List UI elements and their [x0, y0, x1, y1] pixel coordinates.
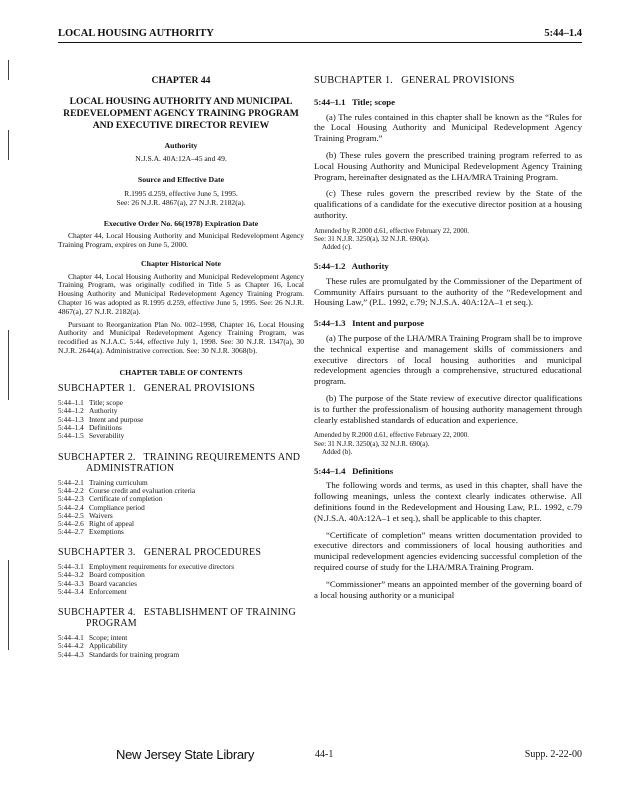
- eo-heading: Executive Order No. 66(1978) Expiration Date: [103, 218, 259, 228]
- toc-subchapter-4-line: PROGRAM: [86, 618, 137, 630]
- library-stamp: New Jersey State Library: [116, 747, 255, 762]
- toc-entry-number: 5:44–1.3: [58, 414, 84, 424]
- amendment-line: Added (b).: [322, 447, 353, 456]
- toc-entry-title: Employment requirements for executive directors: [89, 561, 235, 571]
- toc-entry-title: Board vacancies: [89, 578, 138, 588]
- history-paragraph: Pursuant to Reorganization Plan No. 002–1998, Chapter 16, Local Housing Authority and Municipal Redevelopment Agency Training Program, was recodified as N.J.A.C. 5:44, effective July 1, 1998. See: 30 N.J.R. 1347(a), 30 N.J.R. 2644(a). Administrative correction. See: 30 N.J.R. 3068(b).: [58, 319, 304, 355]
- toc-list-4: [58, 634, 179, 659]
- amendment-line: See: 31 N.J.R. 3250(a), 32 N.J.R. 690(a).: [314, 439, 430, 448]
- source-heading: Source and Effective Date: [137, 175, 225, 185]
- toc-entry-number: 5:44–4.1: [58, 633, 84, 643]
- running-header: [58, 26, 582, 43]
- toc-list-1: [58, 399, 143, 440]
- toc-entry-title: Course credit and evaluation criteria: [89, 485, 196, 495]
- subchapter-heading: SUBCHAPTER 1. GENERAL PROVISIONS: [314, 75, 515, 86]
- toc-entry: [58, 563, 234, 571]
- toc-entry-title: Definitions: [89, 423, 122, 433]
- chapter-number: CHAPTER 44: [151, 75, 211, 86]
- toc-entry-title: Applicability: [89, 641, 128, 651]
- toc-entry-title: Scope; intent: [89, 633, 128, 643]
- section-heading: 5:44–1.2 Authority: [314, 261, 389, 272]
- toc-entry-title: Authority: [89, 406, 118, 416]
- toc-entry-title: Compliance period: [89, 502, 145, 512]
- toc-entry-title: Right of appeal: [89, 519, 134, 529]
- toc-entry-number: 5:44–2.5: [58, 510, 84, 520]
- section-paragraph: “Commissioner” means an appointed member of the governing board of a local housing authority or a municipal: [314, 578, 582, 600]
- toc-entry-number: 5:44–2.2: [58, 485, 84, 495]
- header-section: 5:44–1.4: [544, 28, 582, 39]
- margin-mark: [8, 130, 9, 160]
- toc-entry-number: 5:44–1.1: [58, 398, 84, 408]
- margin-mark: [8, 560, 9, 650]
- toc-entry-title: Board composition: [89, 570, 145, 580]
- toc-entry-number: 5:44–3.2: [58, 570, 84, 580]
- history-heading: Chapter Historical Note: [141, 259, 221, 269]
- toc-entry-number: 5:44–2.1: [58, 477, 84, 487]
- toc-entry: [58, 580, 234, 588]
- toc-entry: [58, 528, 195, 536]
- toc-entry-number: 5:44–2.7: [58, 527, 84, 537]
- amendment-line: Added (c).: [322, 242, 352, 251]
- section-heading: 5:44–1.1 Title; scope: [314, 96, 396, 107]
- toc-entry-number: 5:44–2.4: [58, 502, 84, 512]
- toc-entry-number: 5:44–3.3: [58, 578, 84, 588]
- toc-list-2: [58, 479, 195, 537]
- toc-entry-number: 5:44–1.2: [58, 406, 84, 416]
- source-line: R.1995 d.259, effective June 5, 1995.: [124, 188, 238, 198]
- toc-entry-number: 5:44–4.3: [58, 649, 84, 659]
- source-line: See: 26 N.J.R. 4867(a), 27 N.J.R. 2182(a).: [116, 197, 246, 207]
- toc-entry-number: 5:44–4.2: [58, 641, 84, 651]
- toc-entry: [58, 651, 179, 659]
- authority-heading: Authority: [164, 141, 198, 151]
- toc-entry-number: 5:44–2.6: [58, 519, 84, 529]
- toc-entry-number: 5:44–1.5: [58, 431, 84, 441]
- header-title: LOCAL HOUSING AUTHORITY: [58, 28, 214, 39]
- toc-entry-title: Training curriculum: [89, 477, 148, 487]
- toc-subchapter-2-line: SUBCHAPTER 2. TRAINING REQUIREMENTS AND: [58, 451, 301, 463]
- authority-text: N.J.S.A. 40A:12A–45 and 49.: [135, 154, 227, 164]
- toc-entry-title: Enforcement: [89, 586, 127, 596]
- section-paragraph: “Certificate of completion” means written documentation provided to executive directors and commissioners of local housing authorities and municipal redevelopment agencies evidencing successful completion of the required course of study for the LHA/MRA Training Program.: [314, 529, 582, 573]
- toc-entry-number: 5:44–3.4: [58, 586, 84, 596]
- history-paragraph: Chapter 44, Local Housing Authority and Municipal Redevelopment Agency Training Program, was originally codified in Title 5 as Chapter 16, Local Housing Authority and Municipal Redevelopment Agency Training Program. Chapter 16 was adopted as R.1995 d.259, effective June 5, 1995. See: 26 N.J.R. 4867(a), 27 N.J.R. 2182(a).: [58, 271, 304, 316]
- amendment-line: Amended by R.2000 d.61, effective February 22, 2000.: [314, 226, 470, 235]
- section-paragraph: These rules are promulgated by the Commissioner of the Department of Community Affairs pursuant to the authority of the “Redevelopment and Housing Law,” (P.L. 1992, c.79; N.J.S.A. 40A:12A–1 et seq.).: [314, 275, 582, 308]
- right-column: [314, 72, 582, 600]
- section-paragraph: (a) The rules contained in this chapter shall be known as the “Rules for the Local Housing Authority and Municipal Redevelopment Agency Training Program.”: [314, 111, 582, 144]
- toc-entry-title: Intent and purpose: [89, 414, 144, 424]
- toc-heading: CHAPTER TABLE OF CONTENTS: [119, 367, 243, 377]
- supplement-date: Supp. 2-22-00: [524, 749, 582, 760]
- section-paragraph: (b) The purpose of the State review of executive director qualifications is to further the professionalism of housing authority management through clearly established standards of education and experience.: [314, 393, 582, 425]
- toc-entry-title: Exemptions: [89, 527, 124, 537]
- amendment-note: [314, 227, 582, 251]
- section-heading: 5:44–1.4 Definitions: [314, 465, 394, 476]
- toc-entry-title: Title; scope: [89, 398, 123, 408]
- toc-subchapter-3: SUBCHAPTER 3. GENERAL PROCEDURES: [58, 546, 262, 558]
- toc-entry-number: 5:44–3.1: [58, 561, 84, 571]
- toc-subchapter-2-line: ADMINISTRATION: [86, 462, 175, 474]
- toc-entry: [58, 432, 143, 440]
- amendment-note: [314, 431, 582, 455]
- toc-entry-title: Certificate of completion: [89, 494, 163, 504]
- toc-entry: [58, 571, 234, 579]
- toc-entry-number: 5:44–1.4: [58, 423, 84, 433]
- margin-mark: [8, 330, 9, 400]
- toc-list-3: [58, 563, 234, 596]
- section-paragraph: (a) The purpose of the LHA/MRA Training Program shall be to improve the technical expertise and management skills of commissioners and executive directors of local housing authorities and municipal redevelopment agencies through a comprehensive, structured educational program.: [314, 333, 582, 387]
- eo-text: Chapter 44, Local Housing Authority and Municipal Redevelopment Agency Training Program, expires on June 5, 2000.: [58, 230, 304, 249]
- toc-subchapter-1: SUBCHAPTER 1. GENERAL PROVISIONS: [58, 382, 256, 394]
- toc-subchapter-2: [58, 452, 304, 474]
- toc-entry-title: Waivers: [89, 510, 113, 520]
- amendment-line: Amended by R.2000 d.61, effective February 22, 2000.: [314, 431, 470, 440]
- section-heading: 5:44–1.3 Intent and purpose: [314, 318, 424, 329]
- toc-entry-title: Severability: [89, 431, 125, 441]
- section-paragraph: The following words and terms, as used in this chapter, shall have the following meanings, unless the context clearly indicates otherwise. All definitions found in the Redevelopment and Housing Law, P.L. 1992, c.79 (N.J.S.A. 40A:12A–1 et seq.), shall be applicable to this chapter.: [314, 480, 582, 523]
- toc-subchapter-4: [58, 607, 304, 629]
- toc-subchapter-4-line: SUBCHAPTER 4. ESTABLISHMENT OF TRAINING: [58, 607, 296, 619]
- section-paragraph: (b) These rules govern the prescribed training program referred to as Local Housing Authority and Municipal Redevelopment Agency Training Program, hereinafter designated as the LHA/MRA Training Program.: [314, 149, 582, 182]
- chapter-title: LOCAL HOUSING AUTHORITY AND MUNICIPAL REDEVELOPMENT AGENCY TRAINING PROGRAM AND EXECUTIVE DIRECTOR REVIEW: [63, 96, 299, 132]
- left-column: [58, 72, 304, 659]
- toc-entry: [58, 588, 234, 596]
- toc-entry-number: 5:44–2.3: [58, 494, 84, 504]
- section-paragraph: (c) These rules govern the prescribed review by the State of the qualifications of a candidate for the executive director position at a housing authority.: [314, 188, 582, 220]
- amendment-line: See: 31 N.J.R. 3250(a), 32 N.J.R. 690(a).: [314, 234, 430, 243]
- toc-entry-title: Standards for training program: [89, 649, 180, 659]
- page-number: 44-1: [315, 749, 334, 760]
- margin-mark: [8, 60, 9, 80]
